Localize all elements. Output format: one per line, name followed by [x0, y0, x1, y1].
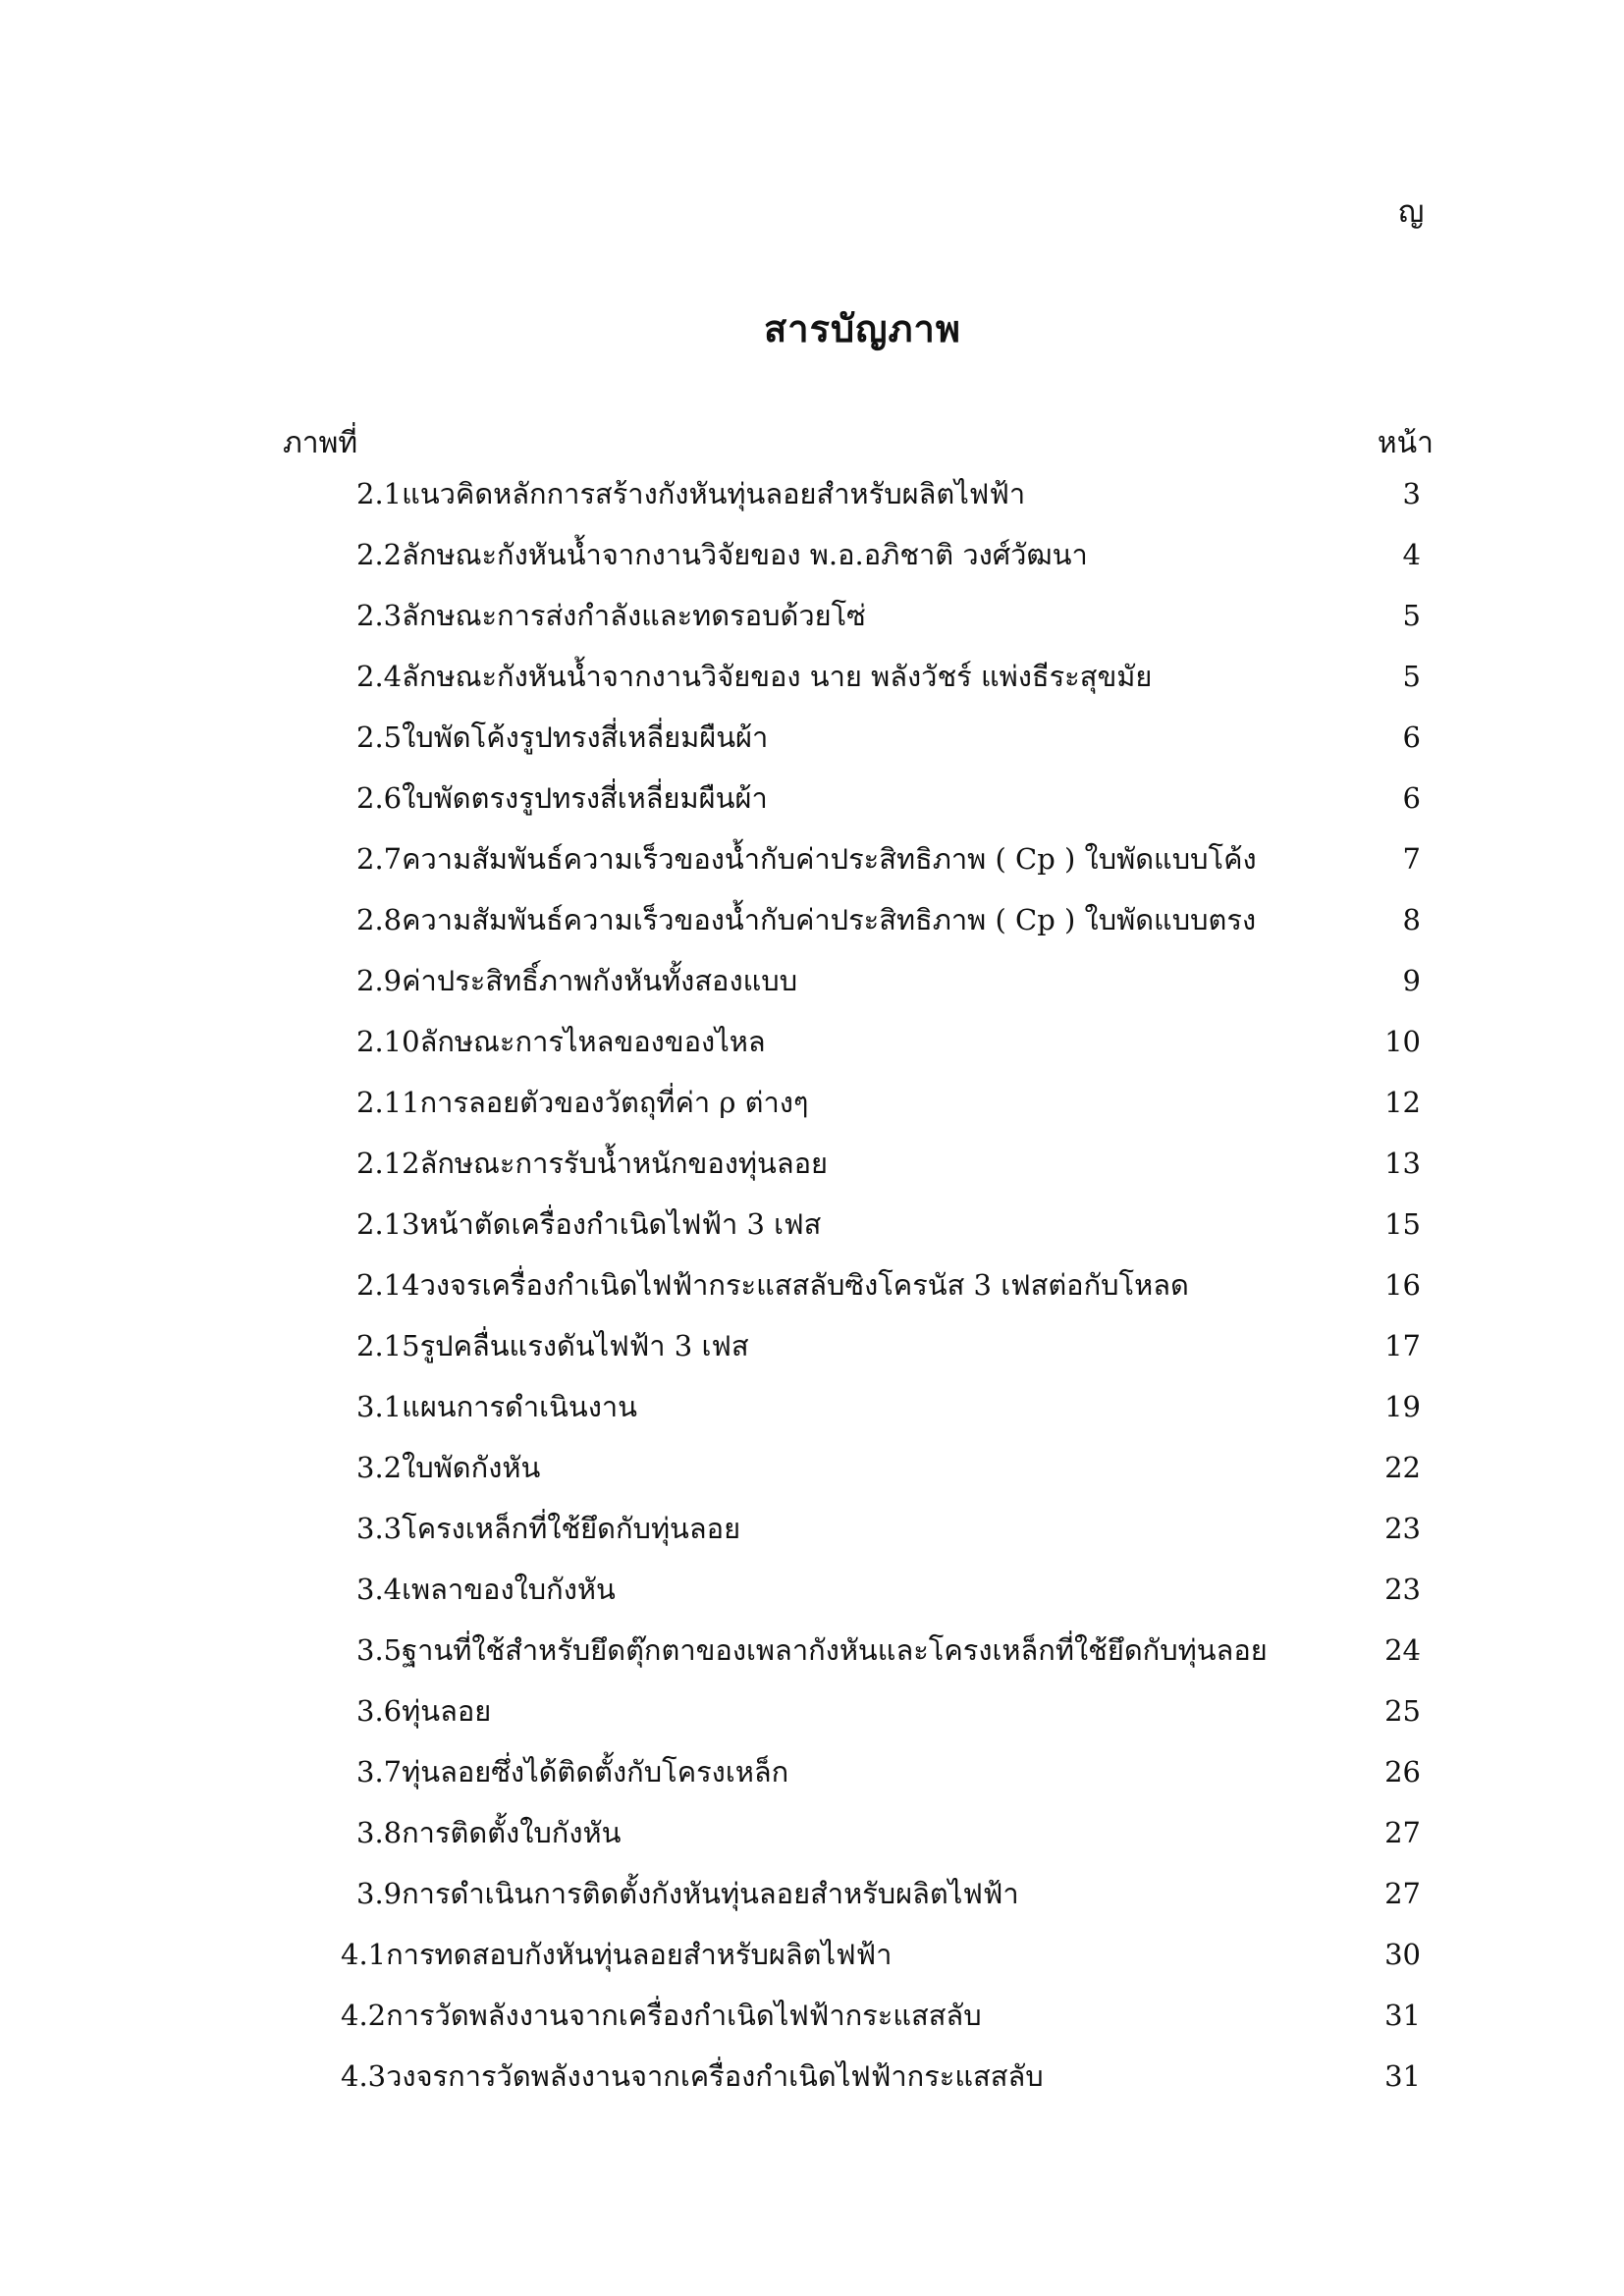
figure-entry-row [0, 1802, 1624, 1863]
page-number: 25 [1384, 1694, 1421, 1728]
page-number: 5 [1402, 599, 1421, 632]
page-number: 17 [1384, 1329, 1421, 1362]
figure-number: 2.12 [356, 1147, 420, 1180]
figure-title: รูปคลื่นแรงดันไฟฟ้า 3 เฟส [419, 1329, 749, 1362]
figure-title: ลักษณะการไหลของของไหล [419, 1025, 766, 1058]
page-number: 6 [1402, 721, 1421, 754]
figure-entry-row [0, 463, 1624, 524]
figure-title: แนวคิดหลักการสร้างกังหันทุ่นลอยสำหรับผลิตไฟฟ้า [402, 477, 1026, 510]
figure-title: ทุ่นลอย [402, 1694, 492, 1728]
figure-entry-row [0, 1437, 1624, 1498]
page-number: 15 [1384, 1207, 1421, 1241]
page-number: 23 [1384, 1573, 1421, 1606]
figure-number: 4.3 [341, 2059, 387, 2093]
figure-number: 2.2 [356, 538, 403, 571]
figure-entry-row [0, 2046, 1624, 2107]
page-number: 22 [1384, 1451, 1421, 1484]
figure-entry-row [0, 707, 1624, 768]
page-number: 30 [1384, 1938, 1421, 1971]
figure-title: โครงเหล็กที่ใช้ยึดกับทุ่นลอย [402, 1512, 741, 1545]
figure-number: 2.9 [356, 964, 403, 997]
figure-entry-row [0, 828, 1624, 889]
figure-entry-row [0, 1376, 1624, 1437]
figure-number: 2.10 [356, 1025, 420, 1058]
page-number: 7 [1402, 842, 1421, 876]
figure-number: 3.7 [356, 1755, 403, 1789]
figure-title: การดำเนินการติดตั้งกังหันทุ่นลอยสำหรับผลิตไฟฟ้า [402, 1877, 1019, 1910]
page-number: 9 [1402, 964, 1421, 997]
figure-entry-row [0, 524, 1624, 585]
figure-number: 2.8 [356, 903, 403, 936]
figure-title: วงจรเครื่องกำเนิดไฟฟ้ากระแสสลับซิงโครนัส 3 เฟสต่อกับโหลด [419, 1268, 1189, 1302]
page-number: 5 [1402, 660, 1421, 693]
figures-list [0, 463, 1624, 2107]
figure-entry-row [0, 889, 1624, 950]
page-number: 27 [1384, 1816, 1421, 1849]
figure-number: 3.5 [356, 1633, 403, 1667]
figure-number: 3.6 [356, 1694, 403, 1728]
figure-number: 2.13 [356, 1207, 420, 1241]
figure-number: 2.11 [356, 1086, 420, 1119]
figure-number: 2.3 [356, 599, 403, 632]
figure-entry-row [0, 1985, 1624, 2046]
page-number: 4 [1402, 538, 1421, 571]
figure-entry-row [0, 1620, 1624, 1681]
figure-entry-row [0, 1072, 1624, 1133]
page-number: 10 [1384, 1025, 1421, 1058]
figure-title: ลักษณะกังหันน้ำจากงานวิจัยของ พ.อ.อภิชาติ วงศ์วัฒนา [402, 538, 1088, 571]
figure-entry-row [0, 1741, 1624, 1802]
figure-title: ใบพัดโค้งรูปทรงสี่เหลี่ยมผืนผ้า [402, 721, 769, 754]
figure-number: 2.5 [356, 721, 403, 754]
figure-number: 2.4 [356, 660, 403, 693]
figure-number: 3.8 [356, 1816, 403, 1849]
figure-title: การลอยตัวของวัตถุที่ค่า ρ ต่างๆ [419, 1086, 809, 1119]
column-header-page: หน้า [1377, 426, 1434, 460]
figure-title: เพลาของใบกังหัน [402, 1573, 616, 1606]
figure-title: ลักษณะการรับน้ำหนักของทุ่นลอย [419, 1147, 829, 1180]
figure-number: 2.15 [356, 1329, 420, 1362]
figure-title: ทุ่นลอยซึ่งได้ติดตั้งกับโครงเหล็ก [402, 1755, 789, 1789]
figure-number: 3.4 [356, 1573, 403, 1606]
column-header-figure: ภาพที่ [283, 426, 358, 460]
page-number: 26 [1384, 1755, 1421, 1789]
figure-title: ความสัมพันธ์ความเร็วของน้ำกับค่าประสิทธิภาพ ( Cp ) ใบพัดแบบโค้ง [402, 842, 1257, 876]
page-number: 27 [1384, 1877, 1421, 1910]
figure-title: การทดสอบกังหันทุ่นลอยสำหรับผลิตไฟฟ้า [386, 1938, 893, 1971]
figure-title: ใบพัดตรงรูปทรงสี่เหลี่ยมผืนผ้า [402, 781, 768, 815]
figure-entry-row [0, 1498, 1624, 1559]
page-title: สารบัญภาพ [764, 306, 961, 350]
page-number: 6 [1402, 781, 1421, 815]
figure-title: ฐานที่ใช้สำหรับยึดตุ๊กตาของเพลากังหันและโครงเหล็กที่ใช้ยึดกับทุ่นลอย [402, 1633, 1268, 1667]
figure-title: วงจรการวัดพลังงานจากเครื่องกำเนิดไฟฟ้ากระแสสลับ [386, 2059, 1044, 2093]
figure-entry-row [0, 1133, 1624, 1194]
figure-number: 2.6 [356, 781, 403, 815]
figure-entry-row [0, 1924, 1624, 1985]
page-number: 31 [1384, 2059, 1421, 2093]
page-number: 12 [1384, 1086, 1421, 1119]
page-number: 8 [1402, 903, 1421, 936]
figure-title: การติดตั้งใบกังหัน [402, 1816, 622, 1849]
figure-title: ความสัมพันธ์ความเร็วของน้ำกับค่าประสิทธิภาพ ( Cp ) ใบพัดแบบตรง [402, 903, 1257, 936]
page-number: 24 [1384, 1633, 1421, 1667]
figure-title: ค่าประสิทธิ์ภาพกังหันทั้งสองแบบ [402, 964, 798, 997]
figure-title: การวัดพลังงานจากเครื่องกำเนิดไฟฟ้ากระแสสลับ [386, 1999, 982, 2032]
figure-number: 2.1 [356, 477, 403, 510]
figure-entry-row [0, 646, 1624, 707]
figure-number: 4.1 [341, 1938, 387, 1971]
page-number: 16 [1384, 1268, 1421, 1302]
figure-entry-row [0, 1863, 1624, 1924]
figure-title: ลักษณะการส่งกำลังและทดรอบด้วยโซ่ [402, 599, 866, 632]
figure-entry-row [0, 950, 1624, 1011]
figure-number: 3.9 [356, 1877, 403, 1910]
page-corner-label: ญ [1398, 194, 1425, 230]
figure-entry-row [0, 1011, 1624, 1072]
figure-entry-row [0, 1559, 1624, 1620]
figure-title: แผนการดำเนินงาน [402, 1390, 637, 1423]
figure-entry-row [0, 768, 1624, 828]
page-number: 13 [1384, 1147, 1421, 1180]
page-number: 19 [1384, 1390, 1421, 1423]
page-number: 31 [1384, 1999, 1421, 2032]
figure-number: 2.7 [356, 842, 403, 876]
figure-number: 3.3 [356, 1512, 403, 1545]
figure-number: 3.1 [356, 1390, 403, 1423]
page-number: 23 [1384, 1512, 1421, 1545]
figure-entry-row [0, 585, 1624, 646]
figure-entry-row [0, 1315, 1624, 1376]
figure-number: 2.14 [356, 1268, 420, 1302]
page-number: 3 [1402, 477, 1421, 510]
figure-title: หน้าตัดเครื่องกำเนิดไฟฟ้า 3 เฟส [419, 1207, 822, 1241]
figure-title: ใบพัดกังหัน [402, 1451, 541, 1484]
figure-entry-row [0, 1194, 1624, 1255]
figure-number: 3.2 [356, 1451, 403, 1484]
figure-entry-row [0, 1255, 1624, 1315]
figure-entry-row [0, 1681, 1624, 1741]
figure-number: 4.2 [341, 1999, 387, 2032]
figure-title: ลักษณะกังหันน้ำจากงานวิจัยของ นาย พลังวัชร์ แพ่งธีระสุขมัย [402, 660, 1153, 693]
